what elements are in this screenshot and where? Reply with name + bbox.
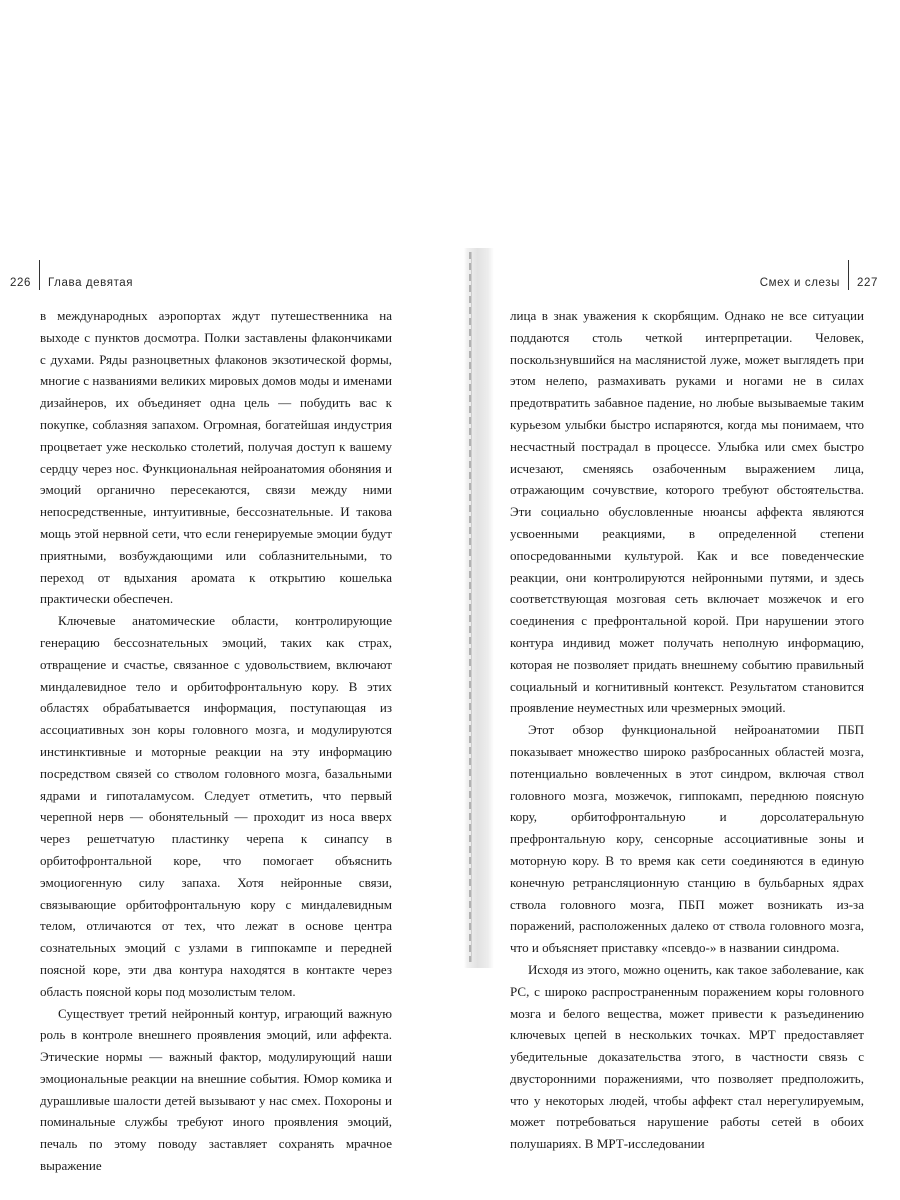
left-page xyxy=(0,248,460,1174)
paragraph: лица в знак уважения к скорбящим. Однако не все ситуации поддаются столь четкой интерпретации. Человек, поскользнувшийся на маслянистой луже, может выглядеть при этом нелепо, размахивать руками и ногами не в силах предотвратить забавное падение, но любые вызываемые таким курьезом улыбки быстро испаряются, когда мы понимаем, что несчастный пострадал в процессе. Улыбка или смех быстро исчезают, сменяясь озабоченным выражением лица, отражающим сочувствие, которого требуют обстоятельства. Эти социально обусловленные нюансы аффекта являются усвоенными реакциями, в определенной степени опосредованными культурой. Как и все поведенческие реакции, они контролируются нейронными путями, и здесь соответствующая мозговая сеть включает мозжечок и его соединения с префронтальной корой. При нарушении этого контура индивид может получать неполную информацию, которая не позволяет придать внешнему событию правильный социальный и когнитивный контекст. Результатом становится проявление неуместных или чрезмерных эмоций. xyxy=(510,308,864,716)
paragraph: Этот обзор функциональной нейроанатомии ПБП показывает множество широко разбросанных областей мозга, потенциально вовлеченных в этот синдром, включая ствол головного мозга, мозжечок, гиппокамп, переднюю поясную кору, орбитофронтальную и дорсолатеральную префронтальную кору, сенсорные ассоциативные зоны и моторную кору. В то время как сети соединяются в единую конечную ретрансляционную станцию в бульбарных ядрах ствола головного мозга, ПБП может возникать из-за поражений, расположенных далеко от ствола головного мозга, что и объясняет приставку «псевдо-» в названии синдрома. xyxy=(510,722,864,956)
paragraph: в международных аэропортах ждут путешественника на выходе с пунктов досмотра. Полки заставлены флакончиками с духами. Ряды разноцветных флаконов экзотической формы, многие с названиями великих мировых домов моды и именами дизайнеров, их объединяет одна цель — побудить вас к покупке, соблазняя запахом. Огромная, богатейшая индустрия процветает уже несколько столетий, получая доступ к вашему сердцу через нос. Функциональная нейроанатомия обоняния и эмоций органично пересекаются, связи между ними непосредственные, интуитивные, бессознательные. И такова мощь этой нервной сети, что если генерируемые эмоции будут приятными, возбуждающими или соблазнительными, то переход от вдыхания аромата к открытию кошелька практически обеспечен. xyxy=(40,308,392,607)
header-divider xyxy=(39,260,40,290)
paragraph: Исходя из этого, можно оценить, как такое заболевание, как РС, с широко распространенным поражением коры головного мозга и белого вещества, может привести к разъединению ключевых цепей в нескольких точках. МРТ предоставляет убедительные доказательства этого, в частности связь с двусторонними поражениями, что позволяет предположить, что у некоторых людей, чтобы аффект стал нерегулируемым, может потребоваться нарушение работы сетей в обоих полушариях. В МРТ-исследовании xyxy=(510,961,864,1152)
chapter-title: Глава девятая xyxy=(48,277,134,289)
header-divider xyxy=(848,260,849,290)
page-number: 226 xyxy=(10,277,31,289)
right-page xyxy=(468,248,900,1152)
right-running-head xyxy=(760,268,878,298)
left-running-head xyxy=(10,268,133,298)
page-number: 227 xyxy=(857,277,878,289)
chapter-title: Смех и слезы xyxy=(759,277,840,289)
paragraph: Ключевые анатомические области, контролирующие генерацию бессознательных эмоций, таких как страх, отвращение и счастье, связанное с удовольствием, включают миндалевидное тело и орбитофронтальную кору. В этих областях обрабатывается информация, поступающая из ассоциативных зон коры головного мозга, и модулируются инстинктивные и моторные реакции на эту информацию посредством связей со стволом головного мозга, базальными ядрами и гипоталамусом. Следует отметить, что первый черепной нерв — обонятельный — проходит из носа вверх через решетчатую пластинку черепа к синапсу в орбитофронтальной коре, что помогает объяснить эмоциогенную силу запаха. Хотя нейронные связи, связывающие орбитофронтальную кору с миндалевидным телом, отличаются от тех, что лежат в основе центра сознательных эмоций с узлами в гиппокампе и передней поясной коре, эти два контура находятся в контакте через область поясной коры под мозолистым телом. xyxy=(40,613,392,999)
left-body-text xyxy=(40,305,392,1177)
paragraph: Существует третий нейронный контур, играющий важную роль в контроле внешнего проявления эмоций, или аффекта. Этические нормы — важный фактор, модулирующий наши эмоциональные реакции на внешние события. Юмор комика и дурашливые шалости детей вызывают у нас смех. Похороны и поминальные службы требуют иного проявления эмоций, печаль по этому поводу заставляет сохранять мрачное выражение xyxy=(40,1005,392,1174)
right-body-text xyxy=(510,305,864,1155)
